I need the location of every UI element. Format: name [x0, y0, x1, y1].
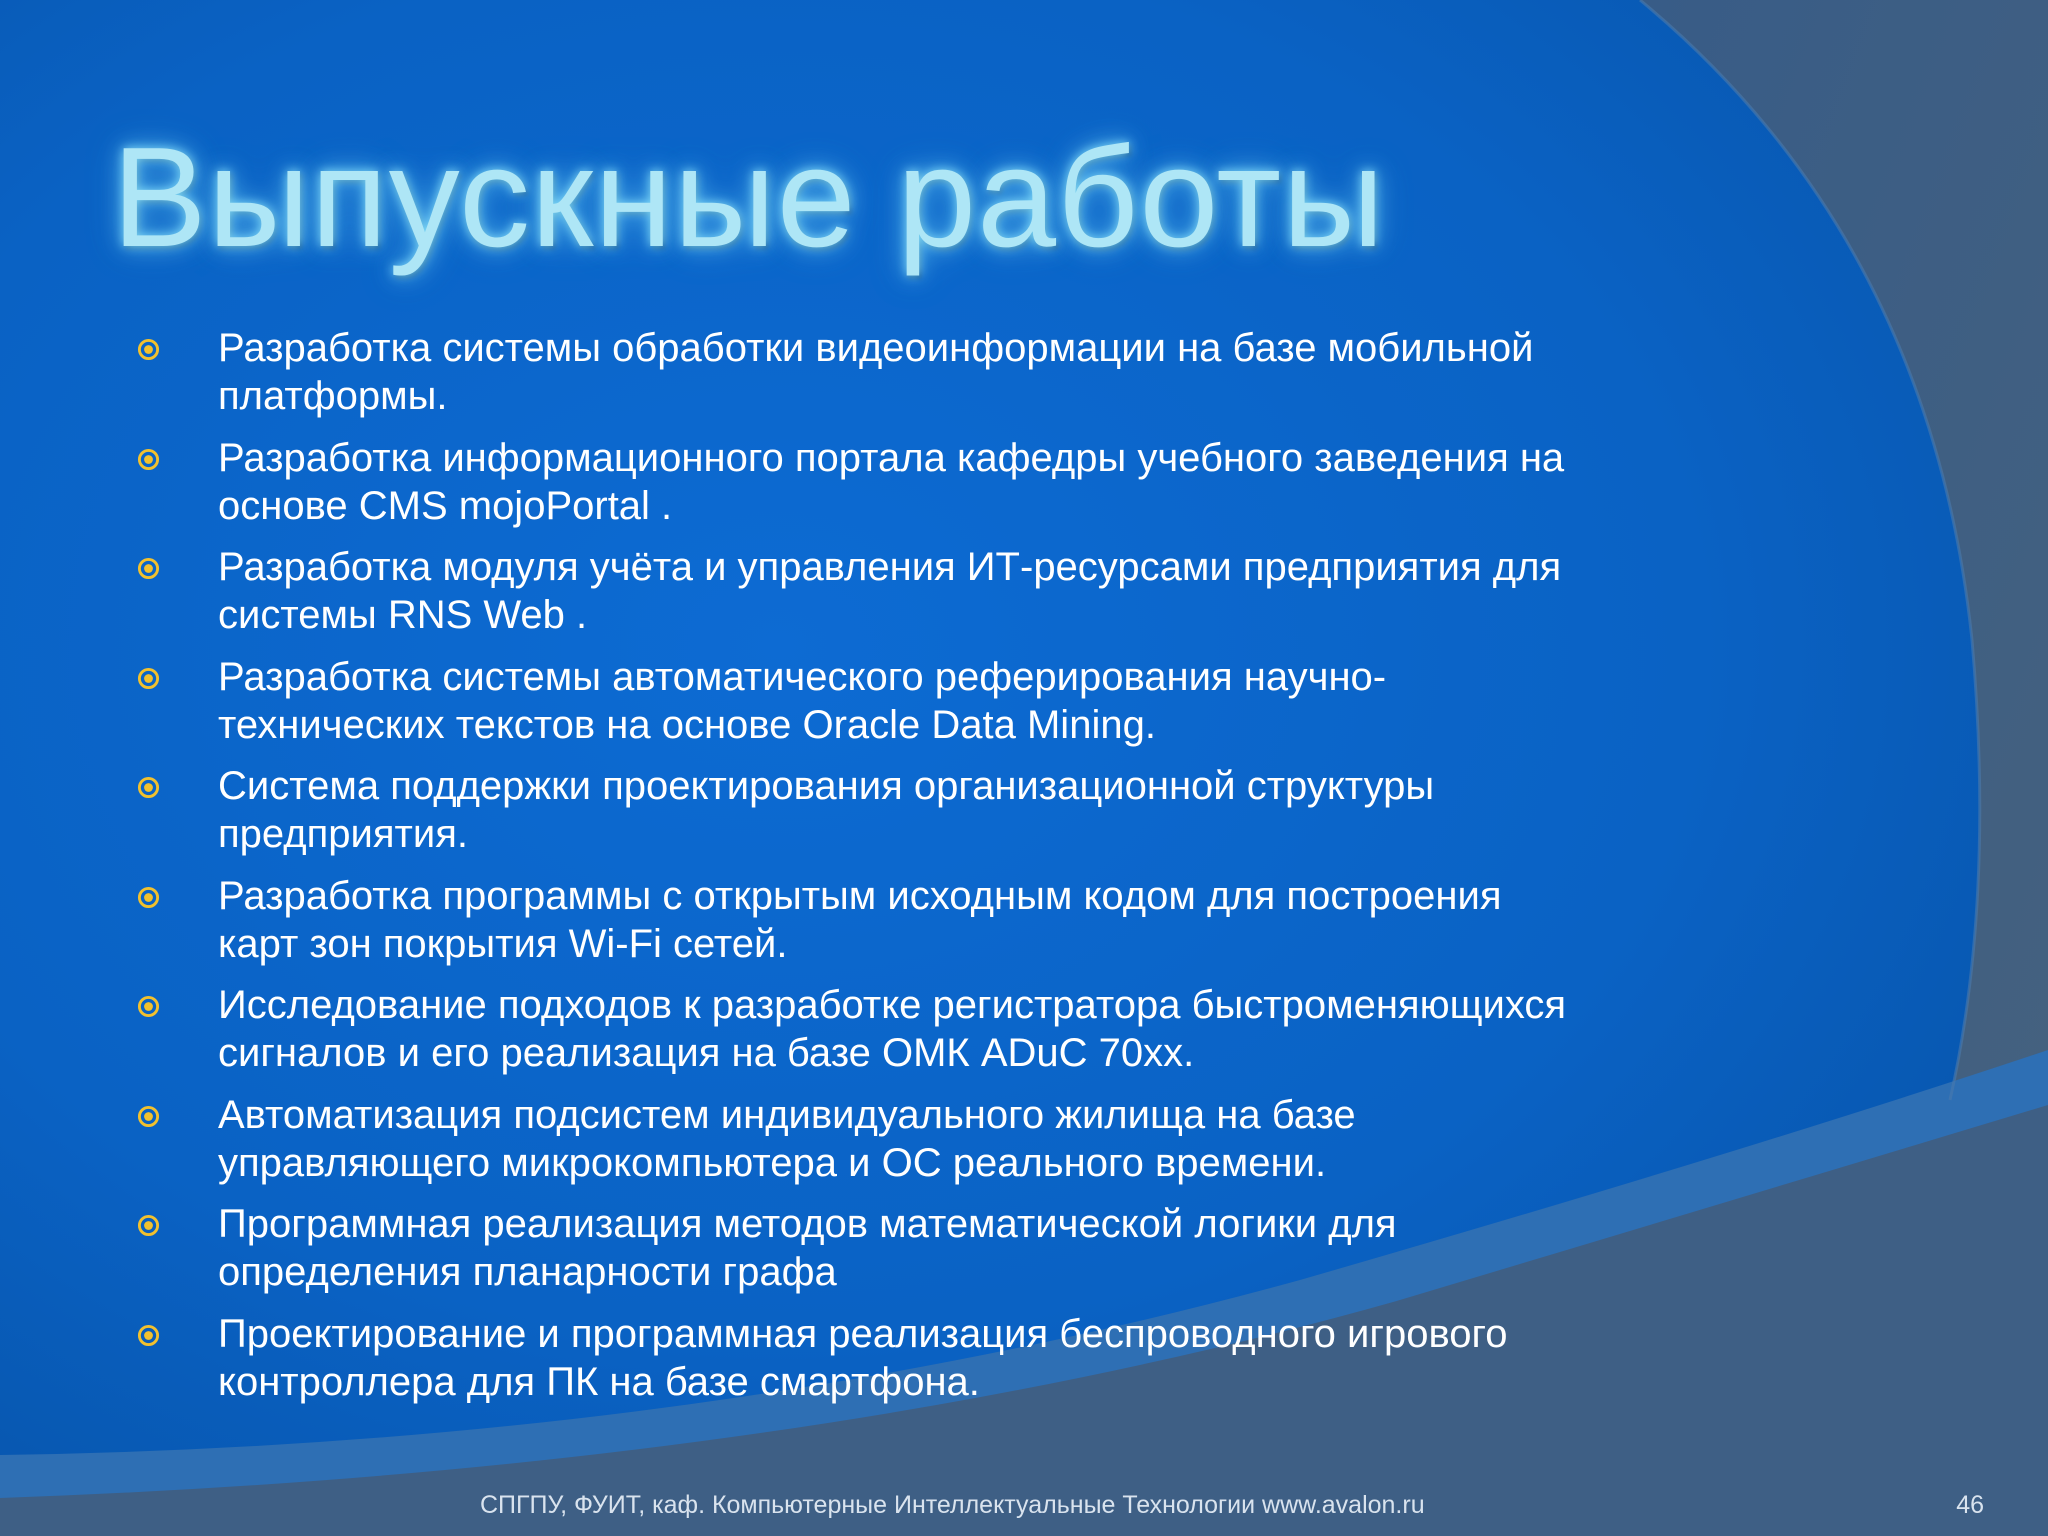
bullet-line: контроллера для ПК на базе смартфона. [218, 1359, 980, 1404]
bullet-text [218, 1310, 1798, 1406]
list-item [0, 651, 1800, 761]
bullet-list [0, 322, 1800, 1417]
bullet-text [218, 434, 1798, 530]
list-item [0, 979, 1800, 1089]
list-item [0, 1089, 1800, 1199]
bullet-line: Исследование подходов к разработке регистратора быстроменяющихся [218, 983, 1567, 1027]
bullet-line: сигналов и его реализация на базе ОМК ADuC 70xx. [218, 1031, 1195, 1075]
bullet-line: предприятия. [218, 812, 468, 856]
bullet-line: основе CMS mojoPortal . [218, 483, 673, 528]
bullet-line: системы RNS Web . [218, 593, 588, 637]
circled-dot-icon [137, 338, 160, 361]
bullet-line: Автоматизация подсистем индивидуального жилища на базе [218, 1092, 1356, 1137]
list-item [0, 1198, 1800, 1308]
list-item [0, 541, 1800, 651]
bullet-line: Разработка программы с открытым исходным кодом для построения [218, 873, 1502, 918]
bullet-line: технических текстов на основе Oracle Data Mining. [218, 702, 1156, 747]
bullet-text [218, 653, 1798, 749]
bullet-text [218, 1200, 1798, 1296]
bullet-text [218, 981, 1798, 1077]
slide-title: Выпускные работы [112, 118, 1386, 277]
bullet-text [218, 762, 1798, 858]
slide-footer: СПГПУ, ФУИТ, каф. Компьютерные Интеллектуальные Технологии www.avalon.ru [480, 1491, 1425, 1519]
bullet-text [218, 324, 1798, 420]
circled-dot-icon [137, 776, 160, 799]
bullet-text [218, 1091, 1798, 1187]
bullet-line: Разработка системы обработки видеоинформации на базе мобильной [218, 326, 1534, 370]
bullet-text [218, 543, 1798, 639]
list-item [0, 1308, 1800, 1418]
circled-dot-icon [137, 667, 160, 690]
circled-dot-icon [137, 1324, 160, 1347]
bullet-line: Разработка информационного портала кафедры учебного заведения на [218, 435, 1565, 480]
circled-dot-icon [137, 995, 160, 1018]
bullet-line: Разработка системы автоматического реферирования научно- [218, 654, 1387, 699]
circled-dot-icon [137, 557, 160, 580]
circled-dot-icon [137, 448, 160, 471]
bullet-line: Система поддержки проектирования организационной структуры [218, 764, 1435, 808]
list-item [0, 760, 1800, 870]
bullet-line: Разработка модуля учёта и управления ИТ-ресурсами предприятия для [218, 545, 1562, 589]
page-number: 46 [1956, 1491, 1984, 1519]
list-item [0, 870, 1800, 980]
list-item [0, 432, 1800, 542]
bullet-line: карт зон покрытия Wi-Fi сетей. [218, 921, 788, 966]
bullet-line: Программная реализация методов математической логики для [218, 1202, 1397, 1246]
circled-dot-icon [137, 886, 160, 909]
list-item [0, 322, 1800, 432]
circled-dot-icon [137, 1214, 160, 1237]
bullet-line: определения планарности графа [218, 1250, 837, 1294]
bullet-text [218, 872, 1798, 968]
bullet-line: управляющего микрокомпьютера и ОС реального времени. [218, 1140, 1327, 1185]
bullet-line: платформы. [218, 374, 448, 418]
circled-dot-icon [137, 1105, 160, 1128]
bullet-line: Проектирование и программная реализация беспроводного игрового [218, 1311, 1508, 1356]
